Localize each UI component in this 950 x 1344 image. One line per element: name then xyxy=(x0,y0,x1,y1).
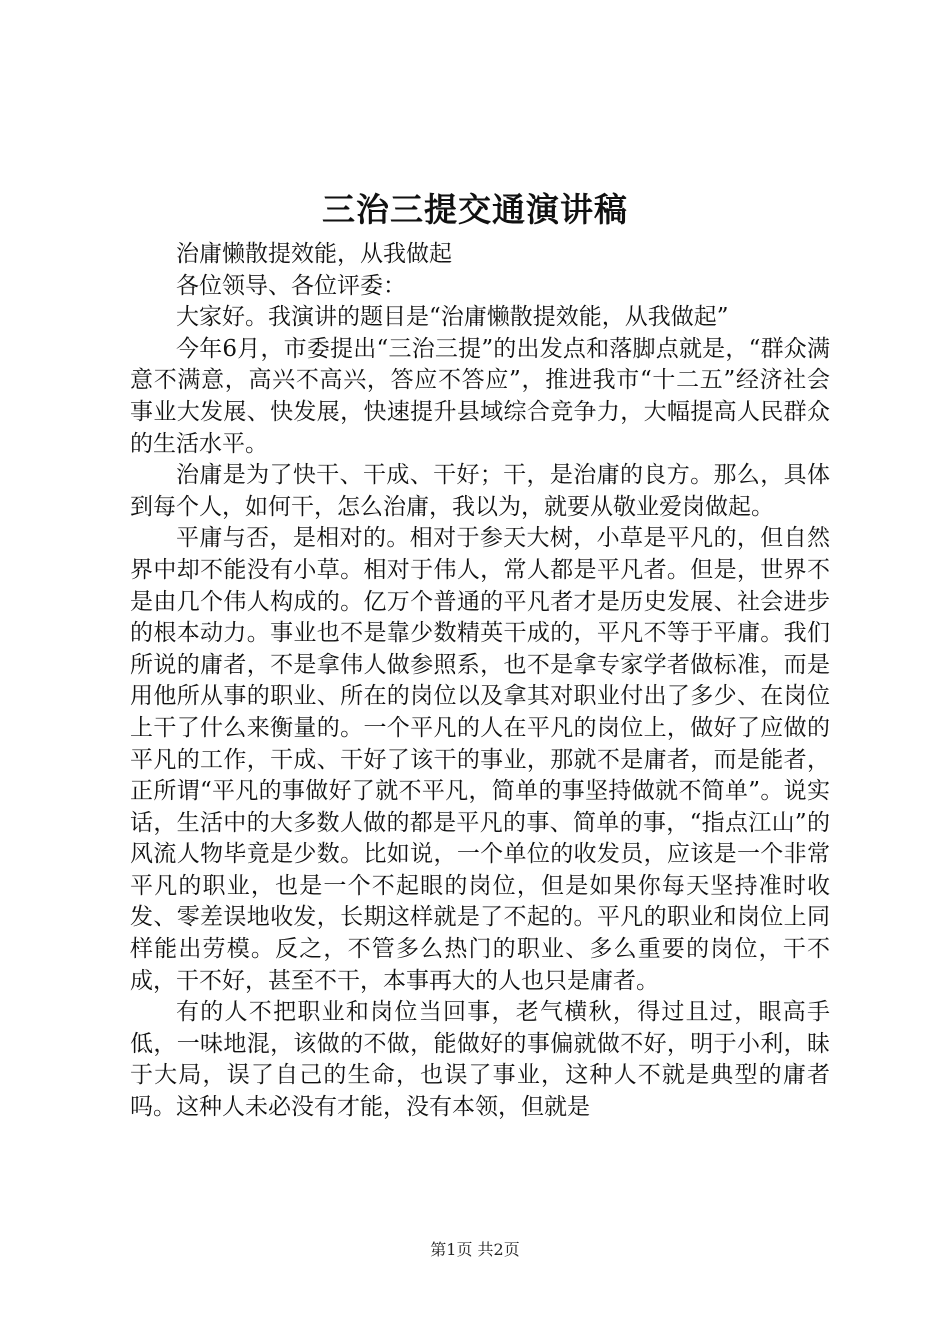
paragraph-greeting: 大家好。我演讲的题目是“治庸懒散提效能，从我做起” xyxy=(176,304,729,331)
page-footer: 第1页 共2页 xyxy=(430,1240,520,1259)
paragraph-5: 平庸与否，是相对的。相对于参天大树，小草是平凡的，但自然界中却不能没有小草。相对于伟人，常人都是平凡者。但是，世界不是由几个伟人构成的。亿万个普通的平凡者才是历史发展、社会进步的根本动力。事业也不是靠少数精英干成的，平凡不等于平庸。我们所说的庸者，不是拿伟人做参照系，也不是拿专家学者做标准，而是用他所从事的职业、所在的岗位以及拿其对职业付出了多少、在岗位上干了什么来衡量的。一个平凡的人在平凡的岗位上，做好了应做的平凡的工作，干成、干好了该干的事业，那就不是庸者，而是能者，正所谓“平凡的事做好了就不平凡，简单的事坚持做就不简单”。说实话，生活中的大多数人做的都是平凡的事、简单的事，“指点江山”的风流人物毕竟是少数。比如说，一个单位的收发员，应该是一个非常平凡的职业，也是一个不起眼的岗位，但是如果你每天坚持准时收发、零差误地收发，长期这样就是了不起的。平凡的职业和岗位上同样能出劳模。反之，不管多么热门的职业、多么重要的岗位，干不成，干不好，甚至不干，本事再大的人也只是庸者。 xyxy=(130,525,830,994)
paragraph-subtitle: 治庸懒散提效能，从我做起 xyxy=(176,241,452,267)
paragraph-6: 有的人不把职业和岗位当回事，老气横秋，得过且过，眼高手低，一味地混，该做的不做，能做好的事偏就做不好，明于小利，昧于大局，误了自己的生命，也误了事业，这种人不就是典型的庸者吗。这种人未必没有才能，没有本领，但就是 xyxy=(130,999,830,1121)
document-body xyxy=(130,239,830,1124)
paragraph-4: 治庸是为了快干、干成、干好；干，是治庸的良方。那么，具体到每个人，如何干，怎么治庸，我以为，就要从敬业爱岗做起。 xyxy=(130,462,830,520)
paragraph-salutation: 各位领导、各位评委： xyxy=(176,272,406,299)
paragraph-3: 今年6月，市委提出“三治三提”的出发点和落脚点就是，“群众满意不满意，高兴不高兴，答应不答应”，推进我市“十二五”经济社会事业大发展、快发展，快速提升县域综合竞争力，大幅提高人民群众的生活水平。 xyxy=(130,335,830,457)
document-title: 三治三提交通演讲稿 xyxy=(322,190,628,229)
